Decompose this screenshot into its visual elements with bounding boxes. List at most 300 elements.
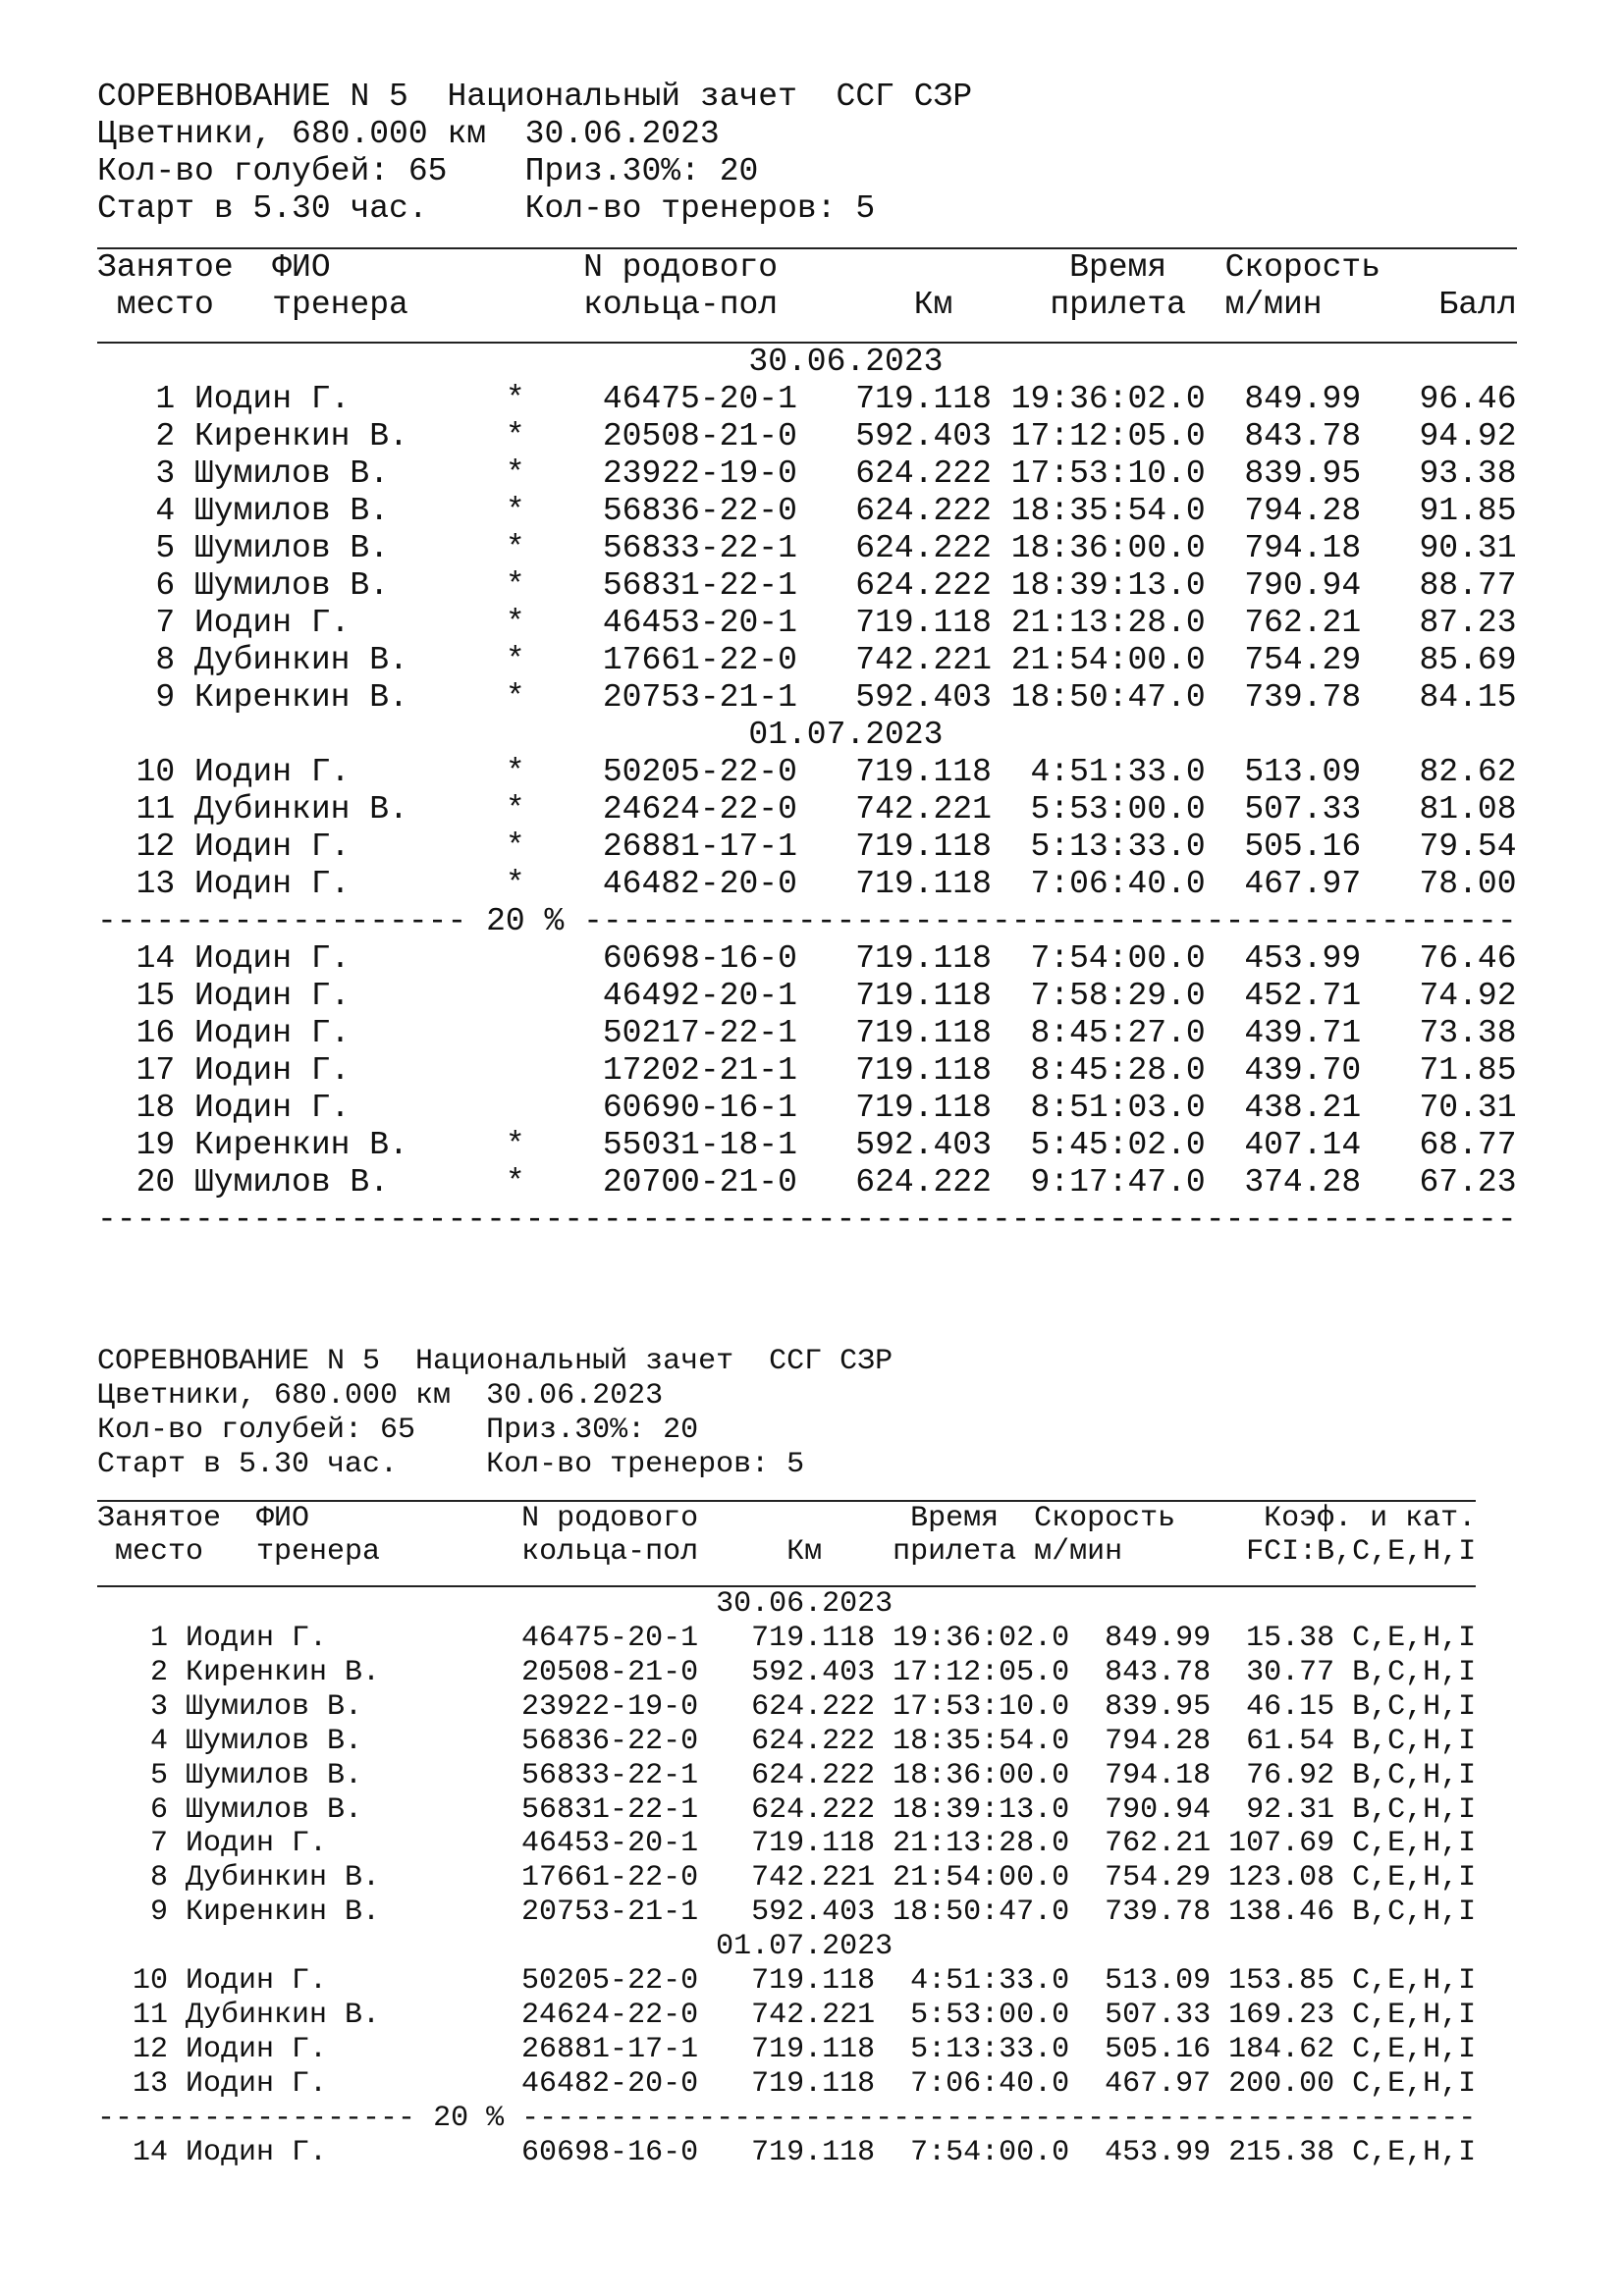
cell-gap — [1211, 1827, 1228, 1861]
result-row — [97, 1164, 1517, 1201]
cell-ring: 24624-22-0 — [521, 1999, 699, 2032]
cell-gap — [1361, 381, 1400, 418]
cell-gap — [1206, 1052, 1245, 1090]
cell-gap — [525, 381, 603, 418]
cell-gap — [525, 1015, 603, 1052]
cell-time: 7:06:40.0 — [910, 2066, 1070, 2101]
cell-gap — [168, 1622, 186, 1656]
cell-ring: 50205-22-0 — [521, 1964, 699, 1999]
cell-time: 7:54:00.0 — [910, 2135, 1070, 2169]
cell-gap — [992, 381, 1011, 418]
cell-gap — [1069, 1622, 1105, 1656]
cell-km: 624.222 — [855, 566, 992, 604]
result-row — [97, 1999, 1476, 2033]
result-row — [97, 530, 1517, 567]
cell-name: Киренкин В. — [194, 417, 408, 454]
cell-gap — [992, 1052, 1011, 1090]
result-row — [97, 754, 1517, 791]
cell-place: 4 — [149, 1724, 168, 1758]
result-row — [97, 2033, 1476, 2067]
cell-gap — [1361, 679, 1400, 717]
cell-gap — [797, 1164, 855, 1201]
cell-time: 8:45:28.0 — [1030, 1051, 1206, 1089]
cell-place: 13 — [135, 865, 176, 902]
cell-gap — [698, 1690, 751, 1725]
cell-km: 719.118 — [751, 2032, 876, 2066]
cell-gap — [415, 1999, 521, 2033]
cell-gap — [1206, 1164, 1245, 1201]
cell-gap — [797, 381, 855, 418]
cell-time: 8:45:27.0 — [1030, 1014, 1206, 1051]
column-header-speed: м/мин — [1224, 286, 1323, 323]
cell-time: 18:39:13.0 — [893, 1792, 1070, 1827]
cell-speed: 754.29 — [1244, 641, 1362, 678]
column-header-place: место — [97, 1535, 204, 1570]
cell-place: 9 — [149, 1896, 168, 1930]
cell-gap — [1361, 1015, 1400, 1052]
result-row — [97, 567, 1517, 605]
cell-gap — [1069, 1793, 1105, 1828]
cell-km: 719.118 — [855, 1051, 992, 1089]
cell-time: 18:36:00.0 — [1010, 529, 1206, 566]
cell-gap — [175, 679, 194, 717]
result-row — [97, 679, 1517, 717]
cell-gap — [415, 1793, 521, 1828]
cell-gap — [1361, 455, 1400, 493]
cell-mark: * — [505, 790, 525, 828]
cell-time: 4:51:33.0 — [1030, 753, 1206, 790]
cell-gap — [992, 978, 1011, 1015]
cell-gap — [1206, 828, 1245, 866]
cell-gap — [1361, 642, 1400, 679]
cell-gap — [698, 2136, 751, 2170]
result-row — [97, 1896, 1476, 1930]
cell-last: 91.85 — [1419, 492, 1517, 529]
cell-gap — [1361, 1164, 1400, 1201]
cell-gap — [525, 605, 603, 642]
cell-km: 742.221 — [751, 1999, 876, 2032]
cell-last: 92.31 B,C,H,I — [1246, 1792, 1477, 1827]
cell-gap — [415, 2067, 521, 2102]
cell-last: 79.54 — [1419, 828, 1517, 865]
cell-gap — [1211, 2033, 1228, 2067]
cell-gap — [797, 1015, 855, 1052]
cell-ring: 24624-22-0 — [602, 790, 797, 828]
cell-time: 4:51:33.0 — [910, 1964, 1070, 1999]
prize-separator — [97, 2102, 1476, 2136]
cell-km: 719.118 — [751, 1622, 876, 1656]
cell-km: 624.222 — [855, 454, 992, 492]
cell-gap — [415, 1896, 521, 1930]
cell-gap — [415, 1964, 521, 1999]
column-header-km: Км — [913, 286, 953, 323]
cell-gap — [1069, 2136, 1105, 2170]
cell-mark: * — [505, 678, 525, 716]
cell-gap — [1206, 866, 1245, 903]
cell-gap — [1206, 791, 1245, 828]
cell-gap — [1211, 1861, 1228, 1896]
cell-mark: * — [505, 492, 525, 529]
cell-km: 719.118 — [855, 865, 992, 902]
separator-label: 20 % — [433, 2101, 505, 2135]
cell-gap — [175, 940, 194, 978]
cell-gap — [992, 493, 1011, 530]
cell-gap — [992, 791, 1011, 828]
cell-km: 592.403 — [751, 1655, 876, 1689]
spacer — [97, 324, 1517, 342]
cell-speed: 839.95 — [1105, 1689, 1212, 1724]
cell-time: 19:36:02.0 — [893, 1622, 1070, 1656]
cell-place: 11 — [135, 790, 176, 828]
cell-speed: 452.71 — [1244, 977, 1362, 1014]
cell-last: 96.46 — [1419, 380, 1517, 417]
cell-name: Иодин Г. — [186, 1622, 328, 1656]
cell-gap — [175, 381, 194, 418]
cell-gap — [525, 791, 603, 828]
cell-last: 73.38 — [1419, 1014, 1517, 1051]
cell-gap — [1361, 605, 1400, 642]
cell-speed: 843.78 — [1105, 1655, 1212, 1689]
cell-last: 78.00 — [1419, 865, 1517, 902]
cell-mark: * — [505, 380, 525, 417]
cell-gap — [415, 2033, 521, 2067]
result-row — [97, 381, 1517, 418]
cell-last: 84.15 — [1419, 678, 1517, 716]
cell-place: 10 — [135, 753, 176, 790]
cell-time: 18:35:54.0 — [893, 1724, 1070, 1758]
cell-ring: 46482-20-0 — [602, 865, 797, 902]
cell-gap — [1206, 978, 1245, 1015]
result-row — [97, 1725, 1476, 1759]
cell-gap — [698, 1861, 751, 1896]
cell-gap — [1211, 1656, 1228, 1690]
separator-label: 20 % — [486, 902, 565, 939]
cell-time: 18:35:54.0 — [1010, 492, 1206, 529]
cell-gap — [875, 1759, 893, 1793]
result-row — [97, 1622, 1476, 1656]
cell-name: Шумилов В. — [194, 1163, 390, 1201]
cell-gap — [1206, 642, 1245, 679]
result-row — [97, 866, 1517, 903]
cell-gap — [415, 1827, 521, 1861]
cell-gap — [1211, 1964, 1228, 1999]
result-row — [97, 1861, 1476, 1896]
cell-place: 13 — [132, 2066, 168, 2101]
cell-gap — [175, 418, 194, 455]
separator-dashes: ------------------------------------------------------ — [504, 2101, 1477, 2135]
cell-time: 5:13:33.0 — [1030, 828, 1206, 865]
cell-km: 592.403 — [855, 678, 992, 716]
cell-place: 1 — [155, 380, 176, 417]
cell-gap — [168, 1827, 186, 1861]
cell-km: 592.403 — [855, 417, 992, 454]
cell-gap — [175, 791, 194, 828]
cell-ring: 60698-16-0 — [521, 2135, 699, 2169]
cell-name: Шумилов В. — [194, 566, 390, 604]
cell-gap — [797, 978, 855, 1015]
cell-gap — [525, 940, 603, 978]
cell-last: 76.46 — [1419, 939, 1517, 977]
cell-gap — [698, 1964, 751, 1999]
cell-ring: 46482-20-0 — [521, 2066, 699, 2101]
cell-gap — [698, 1896, 751, 1930]
cell-mark — [447, 940, 524, 978]
cell-gap — [797, 940, 855, 978]
cell-place: 12 — [135, 828, 176, 865]
cell-speed: 839.95 — [1244, 454, 1362, 492]
cell-ring: 50217-22-1 — [602, 1014, 797, 1051]
cell-gap — [698, 1622, 751, 1656]
cell-last: 74.92 — [1419, 977, 1517, 1014]
cell-gap — [698, 1999, 751, 2033]
cell-gap — [175, 754, 194, 791]
cell-ring: 55031-18-1 — [602, 1126, 797, 1163]
cell-ring: 56831-22-1 — [602, 566, 797, 604]
cell-gap — [1361, 1052, 1400, 1090]
cell-gap — [1069, 1690, 1105, 1725]
cell-last: 15.38 C,E,H,I — [1246, 1622, 1477, 1656]
cell-ring: 56836-22-0 — [602, 492, 797, 529]
column-header-last: FCI:B,C,E,H,I — [1246, 1535, 1477, 1570]
cell-ring: 20753-21-1 — [602, 678, 797, 716]
column-header-name: ФИО — [272, 248, 331, 286]
cell-gap — [875, 2067, 893, 2102]
cell-last: 76.92 B,C,H,I — [1246, 1758, 1477, 1792]
cell-gap — [1211, 1793, 1228, 1828]
column-header-name: ФИО — [256, 1501, 310, 1535]
cell-gap — [698, 2067, 751, 2102]
cell-gap — [1361, 828, 1400, 866]
cell-place: 11 — [132, 1999, 168, 2032]
cell-last: 107.69 C,E,H,I — [1228, 1827, 1477, 1861]
cell-gap — [525, 828, 603, 866]
cell-speed: 794.18 — [1105, 1758, 1212, 1792]
cell-gap — [698, 1827, 751, 1861]
cell-place: 10 — [132, 1964, 168, 1999]
cell-ring: 17661-22-0 — [602, 641, 797, 678]
cell-gap — [797, 605, 855, 642]
cell-gap — [525, 493, 603, 530]
cell-speed: 467.97 — [1244, 865, 1362, 902]
cell-name: Иодин Г. — [194, 753, 351, 790]
cell-gap — [698, 1793, 751, 1828]
cell-speed: 790.94 — [1244, 566, 1362, 604]
cell-gap — [1206, 567, 1245, 605]
cell-name: Шумилов В. — [186, 1724, 363, 1758]
cell-time: 5:13:33.0 — [910, 2032, 1070, 2066]
cell-ring: 50205-22-0 — [602, 753, 797, 790]
report-info-line: Цветники, 680.000 км 30.06.2023 — [97, 116, 720, 152]
cell-gap — [525, 455, 603, 493]
cell-gap — [698, 1725, 751, 1759]
cell-place: 6 — [149, 1792, 168, 1827]
cell-ring: 60690-16-1 — [602, 1089, 797, 1126]
cell-km: 742.221 — [855, 790, 992, 828]
cell-gap — [797, 754, 855, 791]
column-header-speed: м/мин — [1034, 1535, 1123, 1570]
cell-time: 7:58:29.0 — [1030, 977, 1206, 1014]
cell-ring: 46453-20-1 — [602, 604, 797, 641]
column-header-time: Время — [910, 1501, 1000, 1535]
cell-ring: 46492-20-1 — [602, 977, 797, 1014]
cell-place: 7 — [155, 604, 176, 641]
cell-gap — [1206, 1015, 1245, 1052]
cell-ring: 20508-21-0 — [602, 417, 797, 454]
cell-gap — [992, 679, 1011, 717]
cell-gap — [168, 1759, 186, 1793]
cell-place: 8 — [149, 1861, 168, 1896]
cell-mark: * — [505, 454, 525, 492]
cell-last: 81.08 — [1419, 790, 1517, 828]
cell-mark: * — [505, 865, 525, 902]
cell-name: Шумилов В. — [194, 454, 390, 492]
cell-place: 20 — [135, 1163, 176, 1201]
cell-gap — [797, 1127, 855, 1164]
header-line — [97, 1535, 1476, 1570]
bottom-dashes: ------------------------------------------------------------------------- — [97, 1201, 1517, 1238]
cell-name: Иодин Г. — [194, 939, 351, 977]
cell-mark: * — [505, 604, 525, 641]
cell-name: Иодин Г. — [194, 604, 351, 641]
cell-gap — [1069, 1725, 1105, 1759]
cell-name: Иодин Г. — [194, 1051, 351, 1089]
cell-mark — [447, 1090, 524, 1127]
cell-mark — [447, 1052, 524, 1090]
cell-gap — [168, 1690, 186, 1725]
cell-gap — [797, 493, 855, 530]
cell-ring: 26881-17-1 — [602, 828, 797, 865]
cell-gap — [1211, 1896, 1228, 1930]
cell-ring: 56833-22-1 — [521, 1758, 699, 1792]
column-header-last: Балл — [1438, 286, 1517, 323]
cell-gap — [168, 1793, 186, 1828]
cell-gap — [175, 530, 194, 567]
cell-gap — [1361, 866, 1400, 903]
cell-gap — [1069, 1999, 1105, 2033]
cell-gap — [1206, 679, 1245, 717]
cell-time: 17:12:05.0 — [1010, 417, 1206, 454]
column-header-km: Км — [786, 1535, 823, 1570]
result-row — [97, 1090, 1517, 1127]
cell-ring: 23922-19-0 — [602, 454, 797, 492]
cell-km: 719.118 — [855, 828, 992, 865]
cell-name: Шумилов В. — [186, 1689, 363, 1724]
cell-gap — [175, 1127, 194, 1164]
result-row — [97, 1656, 1476, 1690]
cell-km: 719.118 — [751, 1964, 876, 1999]
cell-km: 719.118 — [855, 753, 992, 790]
cell-gap — [797, 418, 855, 455]
cell-km: 719.118 — [855, 977, 992, 1014]
cell-speed: 794.28 — [1105, 1724, 1212, 1758]
column-header-speed: Скорость — [1034, 1501, 1176, 1535]
cell-gap — [875, 1725, 893, 1759]
cell-gap — [875, 1690, 893, 1725]
cell-speed: 374.28 — [1244, 1163, 1362, 1201]
cell-gap — [168, 2136, 186, 2170]
column-header-time: прилета — [1050, 286, 1186, 323]
cell-gap — [992, 567, 1011, 605]
cell-speed: 794.18 — [1244, 529, 1362, 566]
cell-last: 85.69 — [1419, 641, 1517, 678]
cell-time: 21:13:28.0 — [1010, 604, 1206, 641]
cell-gap — [797, 1090, 855, 1127]
cell-time: 5:45:02.0 — [1030, 1126, 1206, 1163]
cell-gap — [1069, 2067, 1105, 2102]
cell-gap — [168, 1656, 186, 1690]
cell-place: 5 — [149, 1758, 168, 1792]
cell-gap — [1361, 493, 1400, 530]
result-row — [97, 605, 1517, 642]
column-header-last: Коэф. и кат. — [1264, 1501, 1477, 1535]
cell-gap — [175, 1164, 194, 1201]
cell-place: 8 — [155, 641, 176, 678]
cell-name: Шумилов В. — [194, 529, 390, 566]
report-info-line: Старт в 5.30 час. Кол-во тренеров: 5 — [97, 190, 876, 227]
cell-gap — [1069, 1759, 1105, 1793]
cell-mark: * — [505, 1163, 525, 1201]
cell-time: 18:50:47.0 — [1010, 678, 1206, 716]
cell-gap — [175, 866, 194, 903]
cell-speed: 790.94 — [1105, 1792, 1212, 1827]
cell-time: 9:17:47.0 — [1030, 1163, 1206, 1201]
cell-speed: 439.71 — [1244, 1014, 1362, 1051]
cell-time: 17:53:10.0 — [1010, 454, 1206, 492]
cell-ring: 20700-21-0 — [602, 1163, 797, 1201]
cell-gap — [992, 642, 1011, 679]
cell-time: 5:53:00.0 — [1030, 790, 1206, 828]
cell-name: Киренкин В. — [194, 1126, 408, 1163]
cell-gap — [175, 642, 194, 679]
cell-speed: 849.99 — [1244, 380, 1362, 417]
report-info-line: Цветники, 680.000 км 30.06.2023 — [97, 1378, 664, 1413]
cell-last: 123.08 C,E,H,I — [1228, 1861, 1477, 1896]
cell-gap — [992, 1164, 1011, 1201]
cell-speed: 794.28 — [1244, 492, 1362, 529]
cell-gap — [797, 1052, 855, 1090]
cell-place: 3 — [149, 1689, 168, 1724]
cell-mark: * — [505, 641, 525, 678]
cell-gap — [1069, 2033, 1105, 2067]
cell-name: Иодин Г. — [186, 2032, 328, 2066]
cell-name: Киренкин В. — [194, 678, 408, 716]
cell-ring: 46475-20-1 — [521, 1622, 699, 1656]
cell-gap — [992, 455, 1011, 493]
cell-km: 719.118 — [855, 1089, 992, 1126]
cell-last: 169.23 C,E,H,I — [1228, 1999, 1477, 2032]
cell-gap — [415, 1690, 521, 1725]
cell-gap — [525, 642, 603, 679]
cell-gap — [875, 1964, 893, 1999]
result-row — [97, 978, 1517, 1015]
cell-place: 2 — [149, 1655, 168, 1689]
cell-gap — [992, 1090, 1011, 1127]
result-row — [97, 1964, 1476, 1999]
cell-gap — [175, 567, 194, 605]
cell-gap — [1206, 754, 1245, 791]
cell-place: 7 — [149, 1827, 168, 1861]
cell-ring: 56831-22-1 — [521, 1792, 699, 1827]
cell-place: 17 — [135, 1051, 176, 1089]
cell-gap — [1211, 1999, 1228, 2033]
cell-gap — [1211, 1759, 1228, 1793]
cell-name: Иодин Г. — [194, 380, 351, 417]
cell-gap — [1206, 1127, 1245, 1164]
cell-gap — [797, 455, 855, 493]
cell-last: 87.23 — [1419, 604, 1517, 641]
result-row — [97, 791, 1517, 828]
cell-gap — [175, 493, 194, 530]
